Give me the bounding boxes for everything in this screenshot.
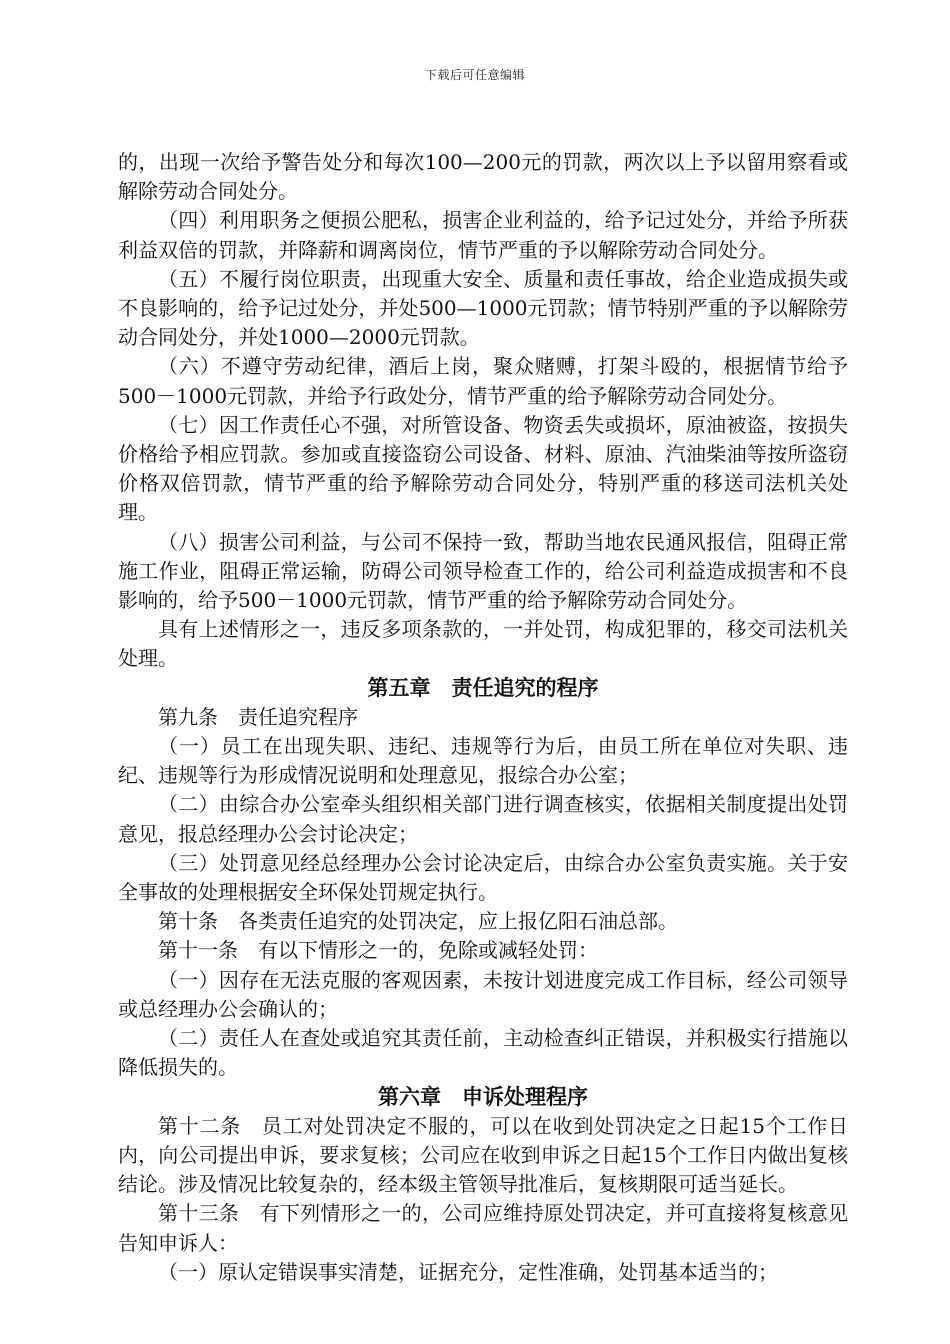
document-body (118, 148, 848, 1287)
body-paragraph: （五）不履行岗位职责，出现重大安全、质量和责任事故，给企业造成损失或不良影响的，给予记过处分，并处500—1000元罚款；情节特别严重的予以解除劳动合同处分，并处1000—2000元罚款。 (118, 266, 848, 350)
body-paragraph: （二）由综合办公室牵头组织相关部门进行调查核实，依据相关制度提出处罚意见，报总经理办公会讨论决定； (118, 792, 848, 846)
body-paragraph: （三）处罚意见经总经理办公会讨论决定后，由综合办公室负责实施。关于安全事故的处理根据安全环保处罚规定执行。 (118, 850, 848, 905)
body-paragraph: 第十二条 员工对处罚决定不服的，可以在收到处罚决定之日起15个工作日内，向公司提出申诉，要求复核；公司应在收到申诉之日起15个工作日内做出复核结论。涉及情况比较复杂的，经本级主管领导批准后，复核期限可适当延长。 (118, 1113, 848, 1197)
body-paragraph: 第十三条 有下列情形之一的，公司应维持原处罚决定，并可直接将复核意见告知申诉人： (118, 1201, 848, 1255)
body-paragraph: （四）利用职务之便损公肥私，损害企业利益的，给予记过处分，并给予所获利益双倍的罚款，并降薪和调离岗位，情节严重的予以解除劳动合同处分。 (118, 208, 848, 262)
body-paragraph: 具有上述情形之一，违反多项条款的，一并处罚，构成犯罪的，移交司法机关处理。 (118, 617, 848, 671)
body-paragraph: 第九条 责任追究程序 (158, 704, 358, 729)
body-paragraph: （七）因工作责任心不强，对所管设备、物资丢失或损坏，原油被盗，按损失价格给予相应罚款。参加或直接盗窃公司设备、材料、原油、汽油柴油等按所盗窃价格双倍罚款，情节严重的给予解除劳动合同处分，特别严重的移送司法机关处理。 (118, 412, 848, 525)
body-paragraph: 第十一条 有以下情形之一的，免除或减轻处罚： (158, 938, 598, 963)
chapter-heading: 第六章 申诉处理程序 (378, 1084, 588, 1109)
body-paragraph: （一）因存在无法克服的客观因素，未按计划进度完成工作目标，经公司领导或总经理办公会确认的； (118, 967, 848, 1021)
body-paragraph: （八）损害公司利益，与公司不保持一致，帮助当地农民通风报信，阻碍正常施工作业，阻碍正常运输，防碍公司领导检查工作的，给公司利益造成损害和不良影响的，给予500－1000元罚款，情节严重的给予解除劳动合同处分。 (118, 529, 848, 613)
body-paragraph: 第十条 各类责任追究的处罚决定，应上报亿阳石油总部。 (158, 909, 678, 934)
chapter-heading: 第五章 责任追究的程序 (367, 675, 599, 700)
body-paragraph: （一）员工在出现失职、违纪、违规等行为后，由员工所在单位对失职、违纪、违规等行为形成情况说明和处理意见，报综合办公室； (118, 734, 848, 788)
body-paragraph: 的，出现一次给予警告处分和每次100—200元的罚款，两次以上予以留用察看或解除劳动合同处分。 (118, 150, 848, 204)
body-paragraph: （一）原认定错误事实清楚，证据充分，定性准确，处罚基本适当的； (158, 1259, 778, 1284)
page-header-note: 下载后可任意编辑 (424, 68, 525, 82)
body-paragraph: （六）不遵守劳动纪律，酒后上岗，聚众赌赙，打架斗殴的，根据情节给予500－1000元罚款，并给予行政处分，情节严重的给予解除劳动合同处分。 (118, 354, 848, 408)
body-paragraph: （二）责任人在查处或追究其责任前，主动检查纠正错误，并积极实行措施以降低损失的。 (118, 1026, 848, 1080)
